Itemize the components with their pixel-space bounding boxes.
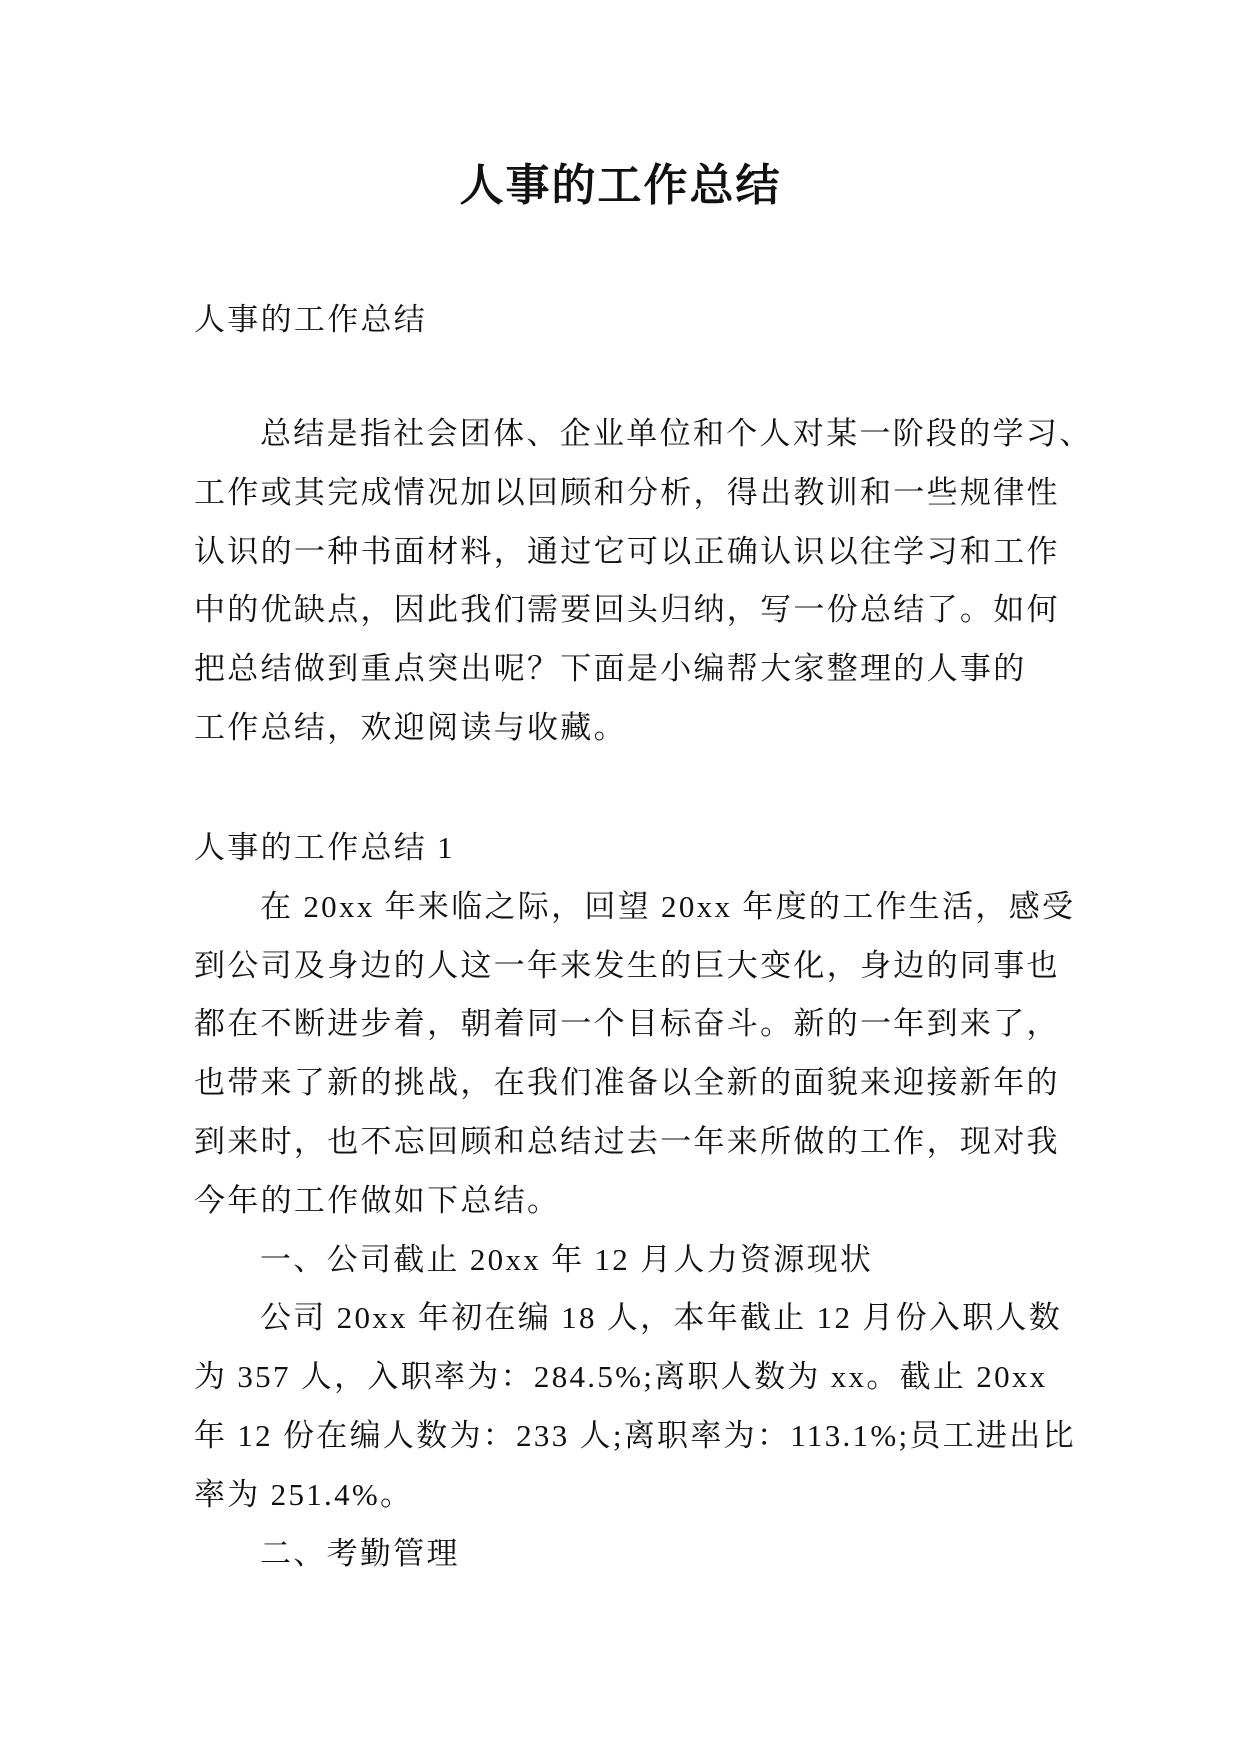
paragraph-line: 也带来了新的挑战，在我们准备以全新的面貌来迎接新年的 <box>194 1065 1060 1101</box>
paragraph-line: 今年的工作做如下总结。 <box>194 1182 561 1218</box>
intro-paragraph <box>194 405 1094 758</box>
paragraph-line: 公司 20xx 年初在编 18 人，本年截止 12 月份入职人数 <box>260 1300 1063 1336</box>
paragraph-line: 认识的一种书面材料，通过它可以正确认识以往学习和工作 <box>194 533 1060 569</box>
paragraph-line: 率为 251.4%。 <box>194 1476 414 1512</box>
item-1-heading: 一、公司截止 20xx 年 12 月人力资源现状 <box>260 1241 874 1277</box>
item-2-heading: 二、考勤管理 <box>260 1535 460 1571</box>
paragraph-line: 年 12 份在编人数为：233 人;离职率为：113.1%;员工进出比 <box>194 1417 1076 1453</box>
document-title: 人事的工作总结 <box>459 161 782 210</box>
paragraph-line: 工作总结，欢迎阅读与收藏。 <box>194 709 627 745</box>
document-heading: 人事的工作总结 <box>194 302 428 337</box>
section-1 <box>194 819 1094 1583</box>
paragraph-line: 中的优缺点，因此我们需要回头归纳，写一份总结了。如何 <box>194 592 1060 628</box>
paragraph-line: 工作或其完成情况加以回顾和分析，得出教训和一些规律性 <box>194 474 1060 510</box>
paragraph-line: 到公司及身边的人这一年来发生的巨大变化，身边的同事也 <box>194 947 1060 983</box>
paragraph-line: 为 357 人，入职率为：284.5%;离职人数为 xx。截止 20xx <box>194 1359 1048 1395</box>
paragraph-line: 总结是指社会团体、企业单位和个人对某一阶段的学习、 <box>260 416 1093 451</box>
paragraph-line: 在 20xx 年来临之际，回望 20xx 年度的工作生活，感受 <box>260 888 1076 924</box>
document-heading-block <box>194 291 1094 350</box>
paragraph-line: 都在不断进步着，朝着同一个目标奋斗。新的一年到来了， <box>194 1006 1060 1042</box>
section-heading: 人事的工作总结 1 <box>194 830 455 865</box>
paragraph-line: 把总结做到重点突出呢？下面是小编帮大家整理的人事的 <box>194 651 1027 687</box>
paragraph-line: 到来时，也不忘回顾和总结过去一年来所做的工作，现对我 <box>194 1123 1060 1159</box>
